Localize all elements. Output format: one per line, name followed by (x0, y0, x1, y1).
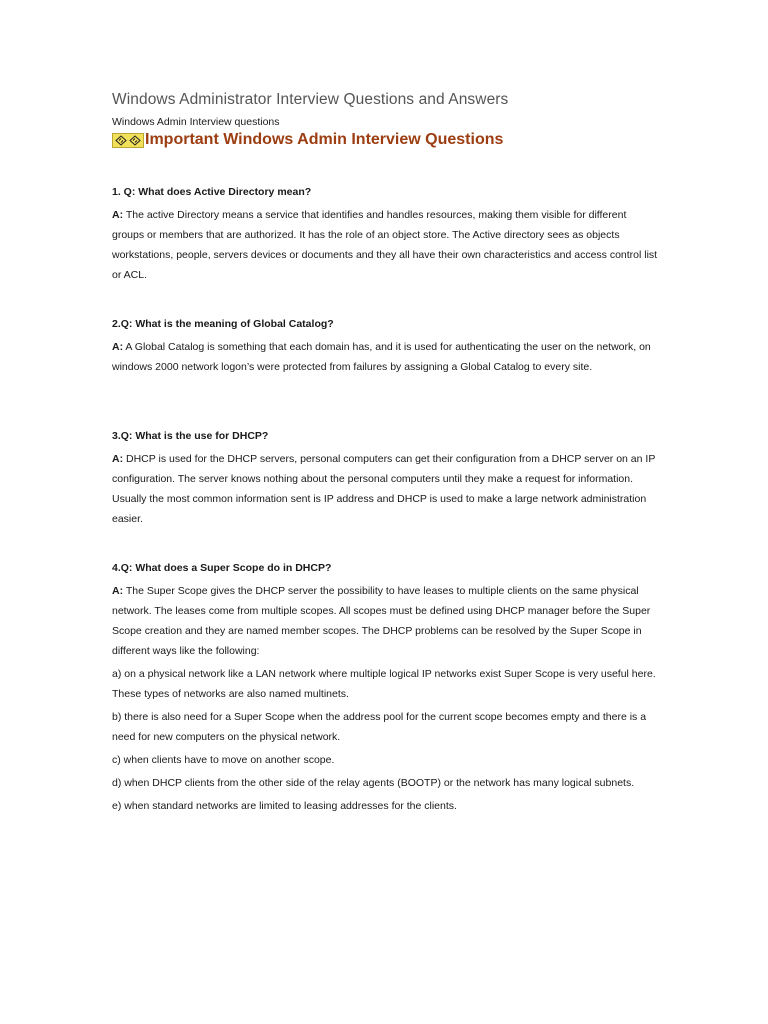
document-title: Windows Administrator Interview Questions and Answers (112, 91, 509, 108)
list-item: c) when clients have to move on another scope. (112, 754, 335, 766)
qa-block-4 (112, 558, 660, 816)
list-item: d) when DHCP clients from the other side of the relay agents (BOOTP) or the network has many logical subnets. (112, 777, 635, 789)
document-subtitle: Windows Admin Interview questions (112, 116, 280, 128)
qa-block-2 (112, 314, 660, 377)
answer-3 (112, 449, 660, 529)
question-3: 3.Q: What is the use for DHCP? (112, 430, 269, 442)
heading-icon-group (112, 133, 144, 148)
answer-text: A Global Catalog is something that each domain has, and it is used for authenticating the user on the network, on windows 2000 network logon’s were protected from failures by assigning a Global Catalog to every site. (112, 341, 651, 373)
answer-2 (112, 337, 660, 377)
answer-text: The active Directory means a service that identifies and handles resources, making them visible for different groups or members that are authorized. It has the role of an object store. The Active directory sees as objects workstations, people, servers devices or documents and they all have their own characteristics and access control list or ACL. (112, 209, 658, 281)
section-heading-text: Important Windows Admin Interview Questions (145, 131, 504, 148)
diamond-link-icon (128, 135, 142, 146)
diamond-link-icon (114, 135, 128, 146)
question-1: 1. Q: What does Active Directory mean? (112, 186, 312, 198)
answer-4 (112, 581, 660, 661)
answer-label: A: (112, 341, 124, 353)
answer-1 (112, 205, 660, 285)
list-item: b) there is also need for a Super Scope when the address pool for the current scope becomes empty and there is a need for new computers on the physical network. (112, 711, 647, 743)
list-item: e) when standard networks are limited to leasing addresses for the clients. (112, 800, 457, 812)
section-heading (112, 131, 503, 149)
question-2: 2.Q: What is the meaning of Global Catalog? (112, 318, 334, 330)
answer-label: A: (112, 209, 124, 221)
answer-label: A: (112, 453, 124, 465)
question-4: 4.Q: What does a Super Scope do in DHCP? (112, 562, 332, 574)
answer-text: The Super Scope gives the DHCP server the possibility to have leases to multiple clients on the same physical network. The leases come from multiple scopes. All scopes must be defined using DHCP manager before the Super Scope creation and they are named member scopes. The DHCP problems can be resolved by the Super Scope in different ways like the following: (112, 585, 651, 657)
qa-block-1 (112, 182, 660, 285)
answer-text: DHCP is used for the DHCP servers, personal computers can get their configuration from a DHCP server on an IP configuration. The server knows nothing about the personal computers until they make a request for information. Usually the most common information sent is IP address and DHCP is used to make a large network administration easier. (112, 453, 656, 525)
list-item: a) on a physical network like a LAN network where multiple logical IP networks exist Super Scope is very useful here. These types of networks are also named multinets. (112, 668, 656, 700)
qa-block-3 (112, 426, 660, 529)
answer-label: A: (112, 585, 124, 597)
